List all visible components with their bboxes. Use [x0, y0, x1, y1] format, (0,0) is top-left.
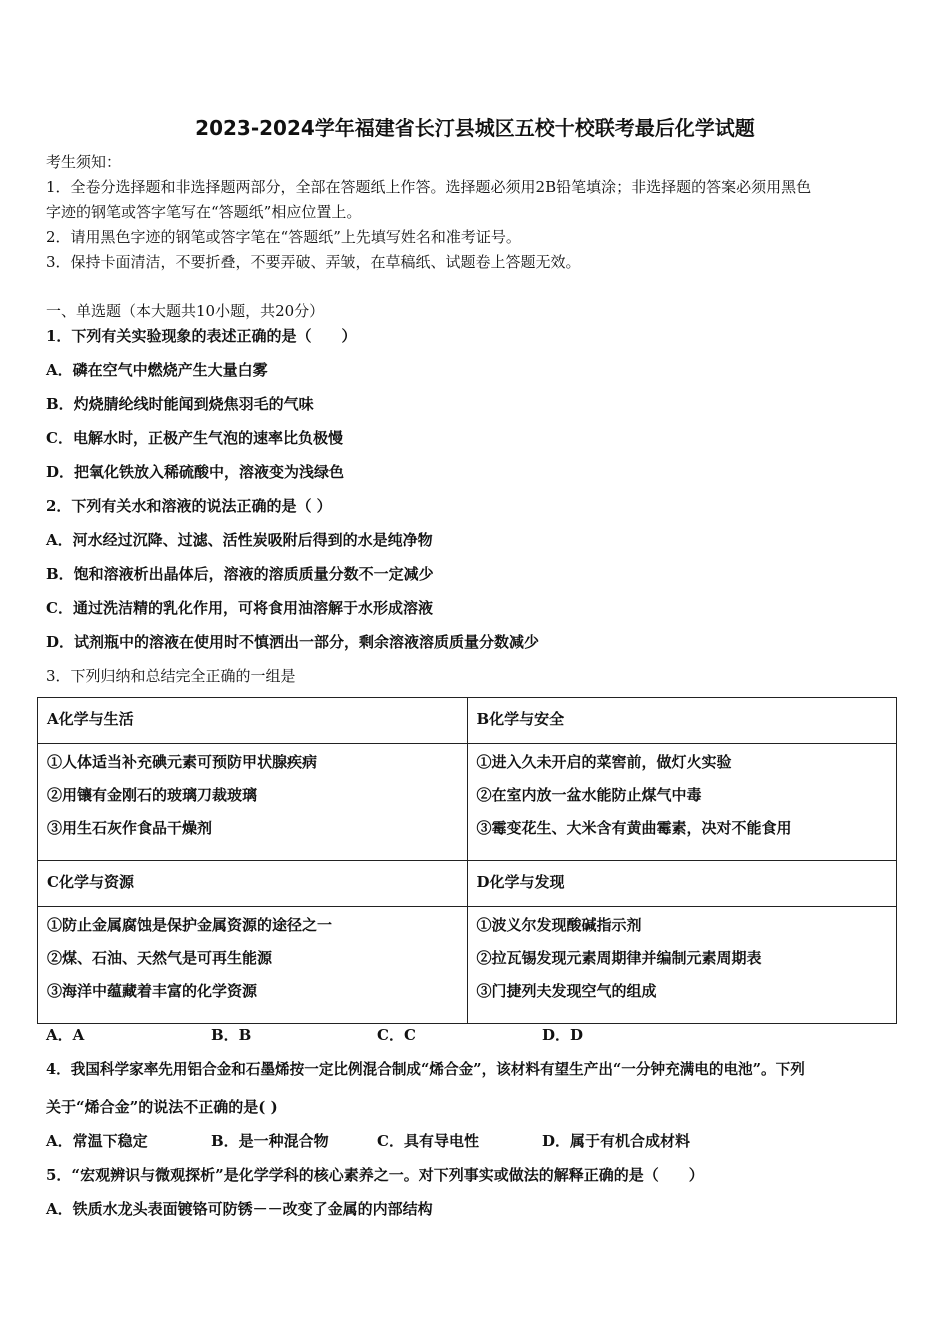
q4-option-c: C．具有导电性: [377, 1132, 479, 1150]
table-header-c: C化学与资源: [38, 861, 468, 907]
table-line: ②煤、石油、天然气是可再生能源: [47, 949, 273, 967]
q4-stem-line-2: 关于“烯合金”的说法不正确的是( ): [46, 1098, 278, 1116]
q2-option-d: D．试剂瓶中的溶液在使用时不慎洒出一部分，剩余溶液溶质质量分数减少: [46, 633, 540, 651]
q2-option-a: A．河水经过沉降、过滤、活性炭吸附后得到的水是纯净物: [46, 531, 433, 549]
table-cell-d: [467, 907, 897, 1024]
notice-item: 1．全卷分选择题和非选择题两部分，全部在答题纸上作答。选择题必须用2B铅笔填涂；非选择题的答案必须用黑色: [46, 178, 812, 196]
q5-stem: 5．“宏观辨识与微观探析”是化学学科的核心素养之一。对下列事实或做法的解释正确的是（ ）: [46, 1166, 704, 1184]
table-cell-b: [467, 744, 897, 861]
table-line: ③门捷列夫发现空气的组成: [476, 982, 657, 1000]
q4-option-d: D．属于有机合成材料: [542, 1132, 691, 1150]
q2-stem: 2．下列有关水和溶液的说法正确的是（ ）: [46, 497, 332, 515]
table-line: ③用生石灰作食品干燥剂: [47, 819, 213, 837]
notice-item: 2．请用黑色字迹的钢笔或答字笔在“答题纸”上先填写姓名和准考证号。: [46, 228, 521, 246]
table-header-a: A化学与生活: [38, 698, 468, 744]
notice-item: 3．保持卡面清洁，不要折叠，不要弄破、弄皱，在草稿纸、试题卷上答题无效。: [46, 253, 581, 271]
table-header-b: B化学与安全: [467, 698, 897, 744]
q1-option-c: C．电解水时，正极产生气泡的速率比负极慢: [46, 429, 343, 447]
q3-summary-table: [37, 697, 897, 1024]
q1-stem: 1．下列有关实验现象的表述正确的是（ ）: [46, 327, 357, 345]
table-line: ③霉变花生、大米含有黄曲霉素，决对不能食用: [476, 819, 792, 837]
q4-option-b: B．是一种混合物: [211, 1132, 329, 1150]
table-cell-a: [38, 744, 468, 861]
notice-item: 字迹的钢笔或答字笔写在“答题纸”相应位置上。: [46, 203, 362, 221]
q4-option-a: A．常温下稳定: [46, 1132, 148, 1150]
page-title: 2023-2024学年福建省长汀县城区五校十校联考最后化学试题: [195, 116, 755, 140]
table-header-d: D化学与发现: [467, 861, 897, 907]
q3-option-d: D．D: [542, 1026, 584, 1044]
q1-option-b: B．灼烧腈纶线时能闻到烧焦羽毛的气味: [46, 395, 314, 413]
q3-option-c: C．C: [377, 1026, 416, 1044]
q3-option-a: A．A: [46, 1026, 85, 1044]
table-line: ①波义尔发现酸碱指示剂: [476, 916, 642, 934]
section-heading: 一、单选题（本大题共10小题，共20分）: [46, 302, 325, 320]
q3-option-b: B．B: [211, 1026, 252, 1044]
q2-option-b: B．饱和溶液析出晶体后，溶液的溶质质量分数不一定减少: [46, 565, 434, 583]
q1-option-a: A．磷在空气中燃烧产生大量白雾: [46, 361, 268, 379]
table-line: ②在室内放一盆水能防止煤气中毒: [476, 786, 702, 804]
q3-stem: 3．下列归纳和总结完全正确的一组是: [46, 667, 296, 685]
notice-heading: 考生须知：: [46, 153, 122, 171]
table-line: ②用镶有金刚石的玻璃刀裁玻璃: [47, 786, 258, 804]
q5-option-a: A．铁质水龙头表面镀铬可防锈－－改变了金属的内部结构: [46, 1200, 433, 1218]
table-line: ③海洋中蕴藏着丰富的化学资源: [47, 982, 258, 1000]
q2-option-c: C．通过洗洁精的乳化作用，可将食用油溶解于水形成溶液: [46, 599, 433, 617]
table-line: ①人体适当补充碘元素可预防甲状腺疾病: [47, 753, 318, 771]
q4-stem-line-1: 4．我国科学家率先用铝合金和石墨烯按一定比例混合制成“烯合金”，该材料有望生产出“一分钟充满电的电池”。下列: [46, 1061, 805, 1078]
table-line: ②拉瓦锡发现元素周期律并编制元素周期表: [476, 949, 762, 967]
table-cell-c: [38, 907, 468, 1024]
table-line: ①进入久未开启的菜窖前，做灯火实验: [476, 753, 732, 771]
table-line: ①防止金属腐蚀是保护金属资源的途径之一: [47, 916, 333, 934]
q1-option-d: D．把氧化铁放入稀硫酸中，溶液变为浅绿色: [46, 463, 345, 481]
